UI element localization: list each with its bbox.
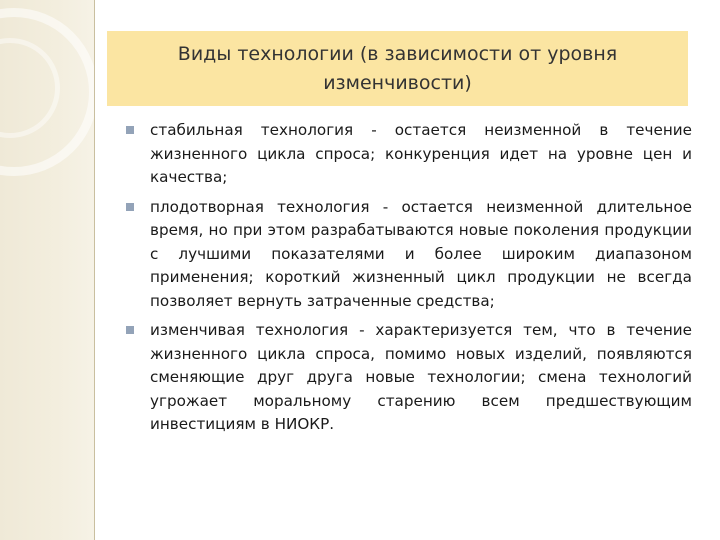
list-item <box>126 196 692 314</box>
term-label: стабильная технология <box>150 121 354 139</box>
term-label: изменчивая технология <box>150 321 349 339</box>
decorative-left-band <box>0 0 95 540</box>
term-description: - остается неизменной длительное время, но при этом разрабатываются новые поколения продукции с лучшими показателями и более широким диапазоном применения; короткий жизненный цикл продукции не всегда позволяет вернуть затраченные средства; <box>150 197 692 310</box>
slide-title: Виды технологии (в зависимости от уровня изменчивости) <box>177 42 618 94</box>
term-description: - характеризуется тем, что в течение жизненного цикла спроса, помимо новых изделий, появляются сменяющие друг друга новые технологии; смена технологий угрожает моральному старению всем предшествующим инвестициям в НИОКР. <box>150 321 692 433</box>
square-bullet-icon <box>126 326 134 334</box>
term-label: плодотворная технология <box>150 197 370 216</box>
square-bullet-icon <box>126 203 134 211</box>
list-item <box>126 319 692 437</box>
term-description: - остается неизменной в течение жизненного цикла спроса; конкуренция идет на уровне цен и качества; <box>150 121 692 186</box>
square-bullet-icon <box>126 126 134 134</box>
list-item <box>126 119 692 190</box>
bullet-list <box>126 119 692 443</box>
slide-title-box <box>107 31 688 106</box>
